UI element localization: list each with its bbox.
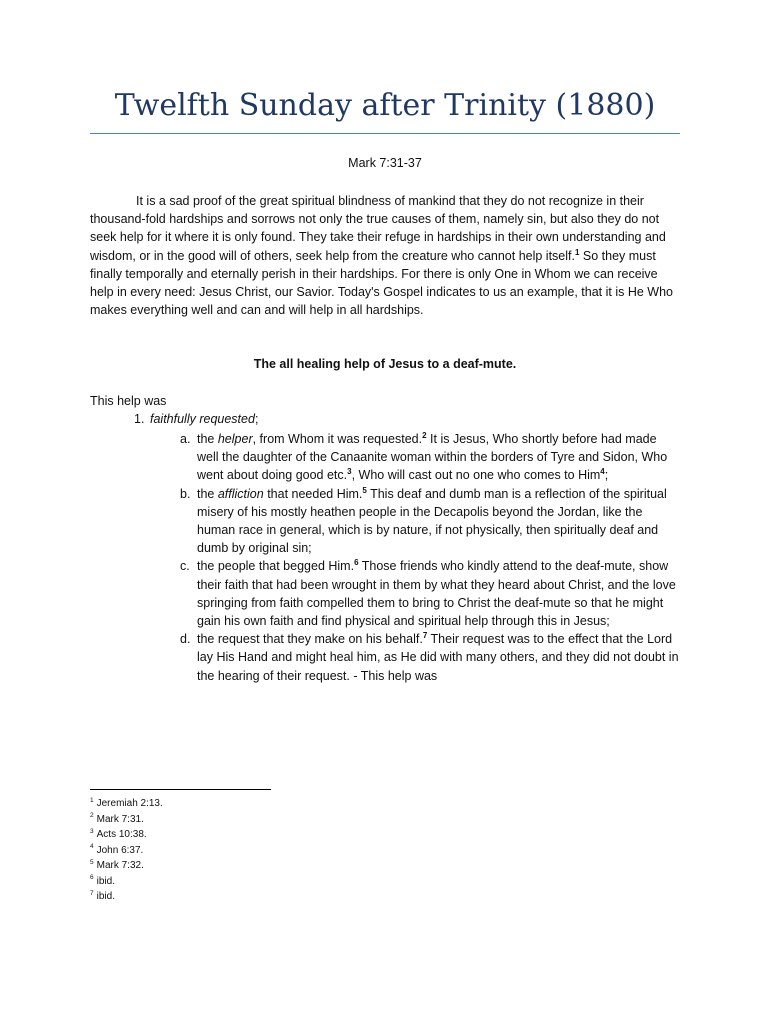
item-letter: b. xyxy=(180,486,191,501)
item-letter: d. xyxy=(180,632,191,647)
scripture-reference: Mark 7:31-37 xyxy=(348,156,422,170)
footnote xyxy=(90,889,163,905)
item-text: , from Whom it was requested. xyxy=(252,432,423,446)
footnote-text: John 6:37. xyxy=(96,844,144,856)
footnote xyxy=(90,827,163,843)
item-text: the request that they make on his behalf. xyxy=(197,632,423,647)
item-text: This deaf and dumb man is a reflection of the spiritual misery of his mostly heathen people in the Decapolis beyond the Jordan, like the human race in general, which is by nature, if not physically, then spiritually deaf and dumb by original sin; xyxy=(197,486,667,556)
footnote-number: 5 xyxy=(90,858,94,866)
footnote xyxy=(90,843,163,859)
point-punctuation: ; xyxy=(254,412,259,426)
item-letter: a. xyxy=(180,432,191,446)
footnotes xyxy=(90,796,163,905)
footnote-number: 7 xyxy=(90,889,94,897)
point-number: 1. xyxy=(134,412,145,426)
item-text: Those friends who kindly attend to the deaf-mute, show their faith that had been wrought in them by what they heard about Christ, and the love springing from faith compelled them to bring to Christ the deaf-mute so that he might gain his own faith and find physical and spiritual help through this in Jesus; xyxy=(197,559,676,629)
document-title: Twelfth Sunday after Trinity (1880) xyxy=(114,88,656,123)
item-text: that needed Him. xyxy=(263,486,363,501)
footnote-text: ibid. xyxy=(96,875,115,887)
help-intro-text: This help was xyxy=(90,394,167,408)
item-text: the people that begged Him. xyxy=(197,559,355,574)
footnote-text: Acts 10:38. xyxy=(96,829,147,840)
footnote-text: ibid. xyxy=(96,891,115,902)
title-underline-divider xyxy=(90,133,680,134)
list-item-a xyxy=(180,430,680,485)
item-text: ; xyxy=(604,468,609,483)
list-item-b xyxy=(180,485,680,558)
outline-point-1 xyxy=(134,412,258,426)
footnote-ref-6: 6 xyxy=(354,558,359,568)
item-text: , Who will cast out no one who comes to Him xyxy=(351,468,601,483)
footnote-separator xyxy=(90,789,271,790)
footnote xyxy=(90,858,163,874)
intro-text-part2: So they must finally temporally and eternally perish in their hardships. For there is only One in Whom we can receive help in every need: Jesus Christ, our Savior. Today's Gospel indicates to us an example, that it is He Who makes everything well and can and will help in all hardships. xyxy=(90,248,674,318)
footnote-ref-4: 4 xyxy=(600,467,605,477)
list-item-d xyxy=(180,630,680,685)
intro-text-part1: It is a sad proof of the great spiritual blindness of mankind that they do not recognize in their thousand-fold hardships and sorrows not only the true causes of them, namely sin, but also they do not seek help for it where it is only found. They take their refuge in hardships in their own understanding and wisdom, or in the good will of others, seek help from the creature who cannot help itself. xyxy=(90,194,666,263)
section-subheading: The all healing help of Jesus to a deaf-mute. xyxy=(253,357,517,371)
footnote-ref-7: 7 xyxy=(422,631,428,641)
item-italic-term: helper xyxy=(217,432,253,446)
footnote-ref-3: 3 xyxy=(347,467,352,477)
footnote-number: 2 xyxy=(90,812,94,820)
footnote-number: 1 xyxy=(90,796,94,804)
footnote-ref-1: 1 xyxy=(574,247,580,257)
footnote-text: Mark 7:32. xyxy=(96,860,144,871)
intro-paragraph xyxy=(90,192,680,319)
item-text: the xyxy=(197,486,218,501)
item-text: the xyxy=(197,432,218,446)
footnote xyxy=(90,796,163,812)
footnote-number: 3 xyxy=(90,827,94,835)
outline-sublist xyxy=(180,430,680,685)
footnote-number: 4 xyxy=(90,843,94,851)
item-letter: c. xyxy=(180,559,190,574)
point-label: faithfully requested xyxy=(150,412,255,426)
footnote-text: Jeremiah 2:13. xyxy=(96,798,163,809)
footnote xyxy=(90,874,163,890)
footnote-ref-5: 5 xyxy=(362,485,367,495)
footnote xyxy=(90,812,163,828)
list-item-c xyxy=(180,557,680,630)
item-text: It is Jesus, Who shortly before had made well the daughter of the Canaanite woman within the borders of Tyre and Sidon, Who went about doing good etc. xyxy=(197,432,668,483)
item-text: Their request was to the effect that the Lord lay His Hand and might heal him, as He did with many others, and they did not doubt in the hearing of their request. - This help was xyxy=(197,632,679,683)
item-italic-term: affliction xyxy=(217,486,264,501)
footnote-ref-2: 2 xyxy=(422,430,427,440)
footnote-number: 6 xyxy=(90,874,94,882)
footnote-text: Mark 7:31. xyxy=(96,813,144,825)
